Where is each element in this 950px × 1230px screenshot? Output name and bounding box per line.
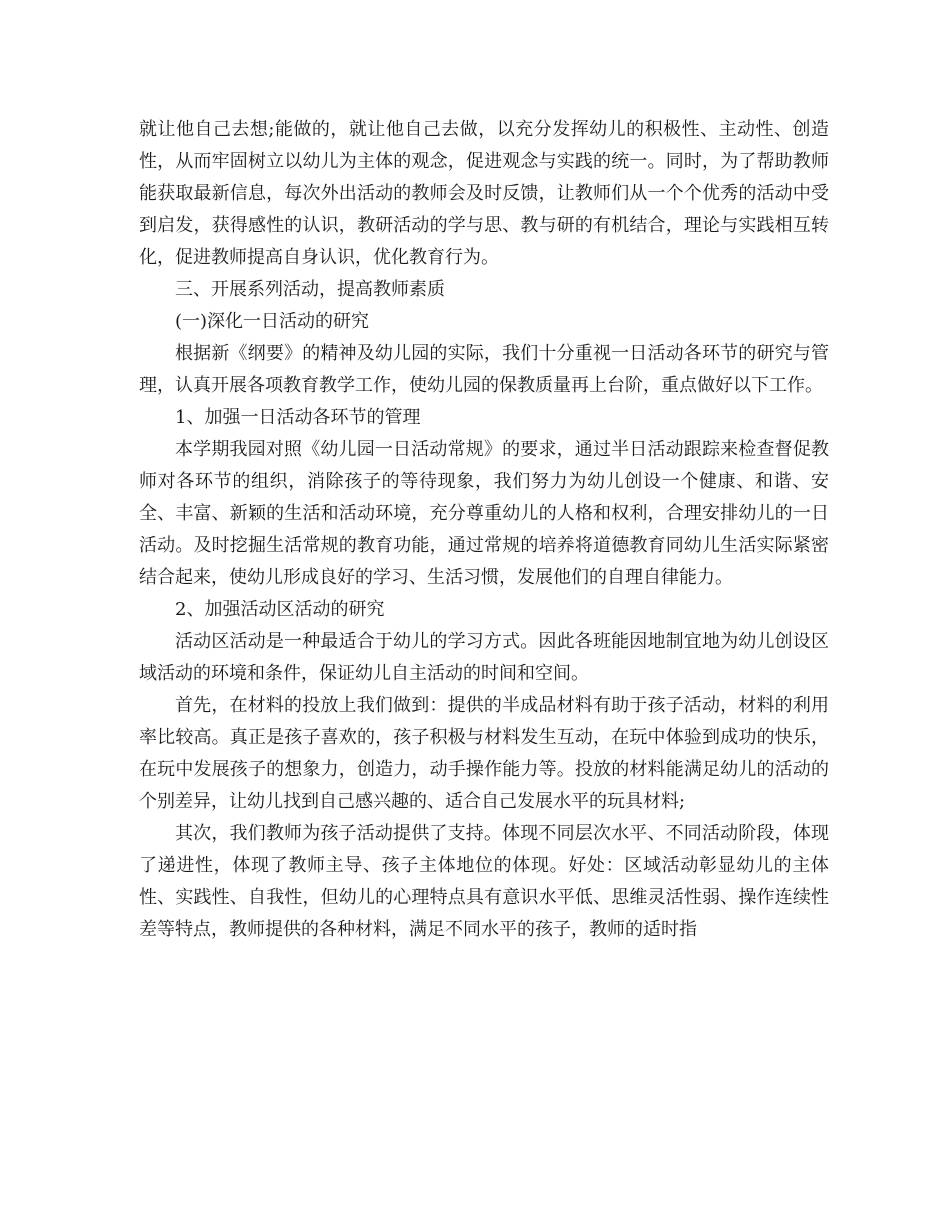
paragraph-2: 根据新《纲要》的精神及幼儿园的实际，我们十分重视一日活动各环节的研究与管理，认真开展各项教育教学工作，使幼儿园的保教质量再上台阶，重点做好以下工作。 xyxy=(139,343,829,396)
item-heading-2: 2、加强活动区活动的研究 xyxy=(175,599,385,620)
paragraph-4: 活动区活动是一种最适合于幼儿的学习方式。因此各班能因地制宜地为幼儿创设区域活动的环境和条件，保证幼儿自主活动的时间和空间。 xyxy=(139,631,829,684)
paragraph-3: 本学期我园对照《幼儿园一日活动常规》的要求，通过半日活动跟踪来检查督促教师对各环节的组织，消除孩子的等待现象，我们努力为幼儿创设一个健康、和谐、安全、丰富、新颖的生活和活动环境，充分尊重幼儿的人格和权利，合理安排幼儿的一日活动。及时挖掘生活常规的教育功能，通过常规的培养将道德教育同幼儿生活实际紧密结合起来，使幼儿形成良好的学习、生活习惯，发展他们的自理自律能力。 xyxy=(139,439,829,588)
subsection-heading-1: (一)深化一日活动的研究 xyxy=(175,311,370,332)
item-heading-1: 1、加强一日活动各环节的管理 xyxy=(175,407,421,428)
paragraph-5: 首先，在材料的投放上我们做到：提供的半成品材料有助于孩子活动，材料的利用率比较高。真正是孩子喜欢的，孩子积极与材料发生互动，在玩中体验到成功的快乐，在玩中发展孩子的想象力，创造力，动手操作能力等。投放的材料能满足幼儿的活动的个别差异，让幼儿找到自己感兴趣的、适合自己发展水平的玩具材料; xyxy=(139,695,829,812)
document-page xyxy=(139,114,829,946)
paragraph-6: 其次，我们教师为孩子活动提供了支持。体现不同层次水平、不同活动阶段，体现了递进性，体现了教师主导、孩子主体地位的体现。好处：区域活动彰显幼儿的主体性、实践性、自我性，但幼儿的心理特点具有意识水平低、思维灵活性弱、操作连续性差等特点，教师提供的各种材料，满足不同水平的孩子，教师的适时指 xyxy=(139,823,829,940)
paragraph-1: 就让他自己去想;能做的，就让他自己去做，以充分发挥幼儿的积极性、主动性、创造性，从而牢固树立以幼儿为主体的观念，促进观念与实践的统一。同时，为了帮助教师能获取最新信息，每次外出活动的教师会及时反馈，让教师们从一个个优秀的活动中受到启发，获得感性的认识，教研活动的学与思、教与研的有机结合，理论与实践相互转化，促进教师提高自身认识，优化教育行为。 xyxy=(139,119,829,268)
section-heading-3: 三、开展系列活动，提高教师素质 xyxy=(175,279,445,300)
